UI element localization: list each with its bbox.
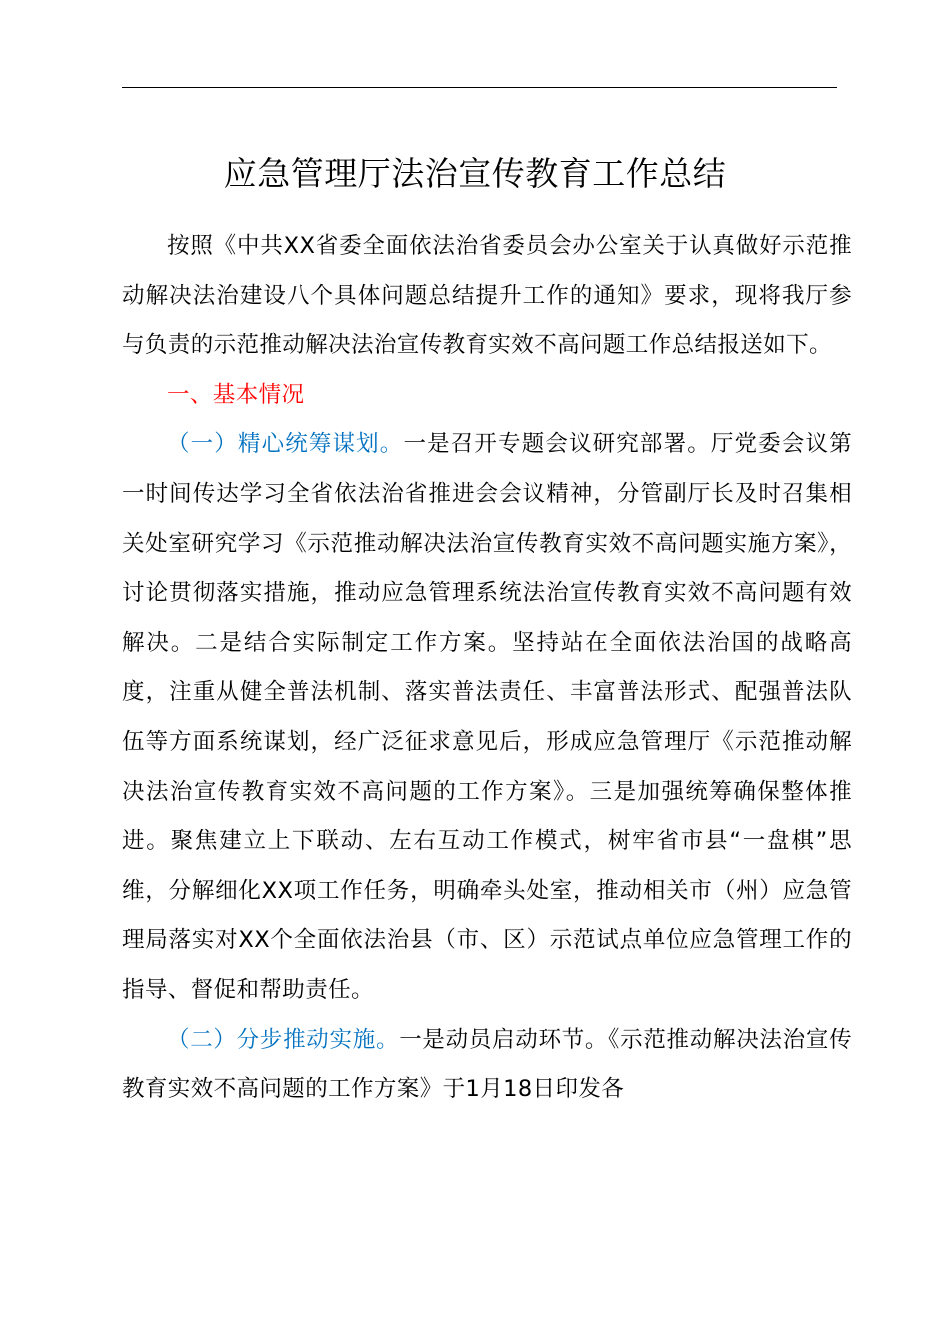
document-body [122,222,852,1115]
header-rule [122,87,837,88]
subsection-2-heading: （二）分步推动实施。 [167,1026,400,1053]
subsection-1-body: 一是召开专题会议研究部署。厅党委会议第一时间传达学习全省依法治省推进会会议精神，分管副厅长及时召集相关处室研究学习《示范推动解决法治宣传教育实效不高问题实施方案》，讨论贯彻落实措施，推动应急管理系统法治宣传教育实效不高问题有效解决。二是结合实际制定工作方案。坚持站在全面依法治国的战略高度，注重从健全普法机制、落实普法责任、丰富普法形式、配强普法队伍等方面系统谋划，经广泛征求意见后，形成应急管理厅《示范推动解决法治宣传教育实效不高问题的工作方案》。三是加强统筹确保整体推进。聚焦建立上下联动、左右互动工作模式，树牢省市县“一盘棋”思维，分解细化XX项工作任务，明确牵头处室，推动相关市（州）应急管理局落实对XX个全面依法治县（市、区）示范试点单位应急管理工作的指导、督促和帮助责任。 [122,431,852,1003]
intro-paragraph: 按照《中共XX省委全面依法治省委员会办公室关于认真做好示范推动解决法治建设八个具体问题总结提升工作的通知》要求，现将我厅参与负责的示范推动解决法治宣传教育实效不高问题工作总结报送如下。 [122,233,852,359]
subsection-2-paragraph [122,1016,852,1115]
document-title: 应急管理厅法治宣传教育工作总结 [223,154,727,193]
section-heading-basic-situation: 一、基本情况 [167,381,305,408]
subsection-2-body: 一是动员启动环节。《示范推动解决法治宣传教育实效不高问题的工作方案》于1月18日印发各 [122,1026,852,1103]
subsection-1-heading: （一）精心统筹谋划。 [167,431,404,458]
subsection-1-paragraph [122,420,852,1015]
